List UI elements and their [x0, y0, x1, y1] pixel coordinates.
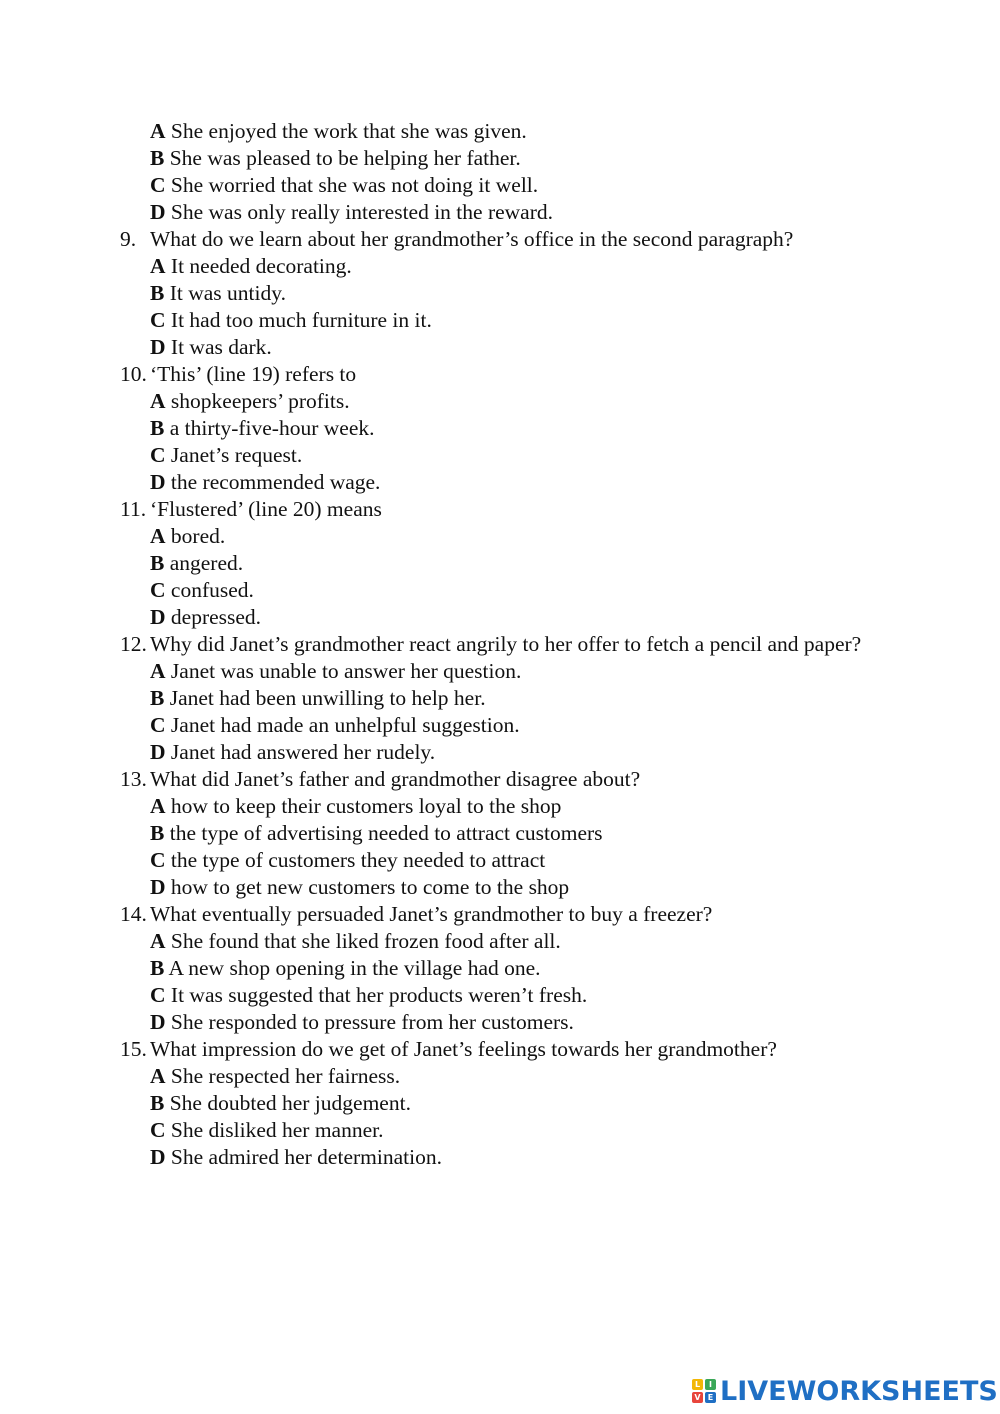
liveworksheets-logo [692, 1374, 998, 1408]
option-row [120, 199, 880, 226]
previous-question-options [120, 118, 880, 226]
question-stem [120, 361, 880, 388]
logo-tile-icon: L [692, 1379, 703, 1390]
option-text: She doubted her judgement. [169, 1091, 411, 1115]
option-text: Janet had answered her rudely. [170, 740, 436, 764]
option-row [120, 982, 880, 1009]
question-10 [120, 361, 880, 496]
option-letter: A [150, 524, 166, 548]
question-stem [120, 1036, 880, 1063]
option-row [120, 712, 880, 739]
option-row [120, 847, 880, 874]
option-row [120, 550, 880, 577]
option-row [120, 658, 880, 685]
option-text: Janet had made an unhelpful suggestion. [170, 713, 520, 737]
option-letter: D [150, 875, 166, 899]
option-row [120, 388, 880, 415]
option-text: It was untidy. [169, 281, 286, 305]
question-9 [120, 226, 880, 361]
option-letter: D [150, 605, 166, 629]
option-text: depressed. [170, 605, 262, 629]
option-row [120, 172, 880, 199]
option-text: the type of customers they needed to attract [170, 848, 546, 872]
question-number: 13. [120, 767, 147, 791]
question-text: What do we learn about her grandmother’s office in the second paragraph? [150, 227, 794, 251]
option-letter: C [150, 983, 166, 1007]
option-letter: A [150, 254, 166, 278]
option-text: Janet’s request. [170, 443, 303, 467]
option-row [120, 469, 880, 496]
option-row [120, 928, 880, 955]
option-text: a thirty-five-hour week. [169, 416, 375, 440]
logo-tile-icon: I [705, 1379, 716, 1390]
question-stem [120, 631, 880, 658]
option-letter: D [150, 335, 166, 359]
option-letter: C [150, 578, 166, 602]
option-letter: B [150, 821, 165, 845]
question-text: What impression do we get of Janet’s feelings towards her grandmother? [150, 1037, 777, 1061]
option-text: It was suggested that her products weren’t fresh. [170, 983, 588, 1007]
option-text: bored. [170, 524, 226, 548]
logo-tile-icon: E [705, 1392, 716, 1403]
logo-tile-icon: V [692, 1392, 703, 1403]
question-stem [120, 901, 880, 928]
option-letter: A [150, 659, 166, 683]
question-text: What eventually persuaded Janet’s grandmother to buy a freezer? [150, 902, 713, 926]
question-number: 10. [120, 362, 147, 386]
option-text: It had too much furniture in it. [170, 308, 432, 332]
option-row [120, 442, 880, 469]
option-letter: C [150, 1118, 166, 1142]
option-letter: C [150, 173, 166, 197]
option-text: the recommended wage. [170, 470, 381, 494]
option-row [120, 280, 880, 307]
question-14 [120, 901, 880, 1036]
option-letter: B [150, 1091, 165, 1115]
option-row [120, 739, 880, 766]
option-row [120, 1144, 880, 1171]
option-text: It needed decorating. [170, 254, 352, 278]
option-text: She was pleased to be helping her father. [169, 146, 521, 170]
option-letter: C [150, 308, 166, 332]
option-letter: D [150, 470, 166, 494]
option-row [120, 307, 880, 334]
option-text: how to keep their customers loyal to the shop [170, 794, 562, 818]
option-row [120, 874, 880, 901]
option-text: She was only really interested in the reward. [170, 200, 554, 224]
question-number: 11. [120, 497, 147, 521]
option-letter: A [150, 119, 166, 143]
option-text: Janet was unable to answer her question. [170, 659, 522, 683]
option-text: She worried that she was not doing it well. [170, 173, 539, 197]
logo-text: LIVEWORKSHEETS [720, 1375, 998, 1407]
question-text: Why did Janet’s grandmother react angrily to her offer to fetch a pencil and paper? [150, 632, 862, 656]
question-number: 12. [120, 632, 147, 656]
option-row [120, 334, 880, 361]
option-text: confused. [170, 578, 254, 602]
question-12 [120, 631, 880, 766]
option-text: She found that she liked frozen food after all. [170, 929, 561, 953]
option-letter: D [150, 1010, 166, 1034]
option-text: She responded to pressure from her customers. [170, 1010, 574, 1034]
option-text: how to get new customers to come to the shop [170, 875, 570, 899]
question-13 [120, 766, 880, 901]
option-text: She admired her determination. [170, 1145, 442, 1169]
option-row [120, 253, 880, 280]
option-letter: A [150, 389, 166, 413]
option-text: It was dark. [170, 335, 272, 359]
option-letter: C [150, 443, 166, 467]
question-text: What did Janet’s father and grandmother disagree about? [150, 767, 641, 791]
question-stem [120, 496, 880, 523]
option-row [120, 955, 880, 982]
option-letter: D [150, 740, 166, 764]
option-letter: A [150, 794, 166, 818]
question-11 [120, 496, 880, 631]
option-text: She respected her fairness. [170, 1064, 401, 1088]
option-letter: B [150, 551, 165, 575]
question-number: 15. [120, 1037, 147, 1061]
option-row [120, 1009, 880, 1036]
question-stem [120, 226, 880, 253]
option-row [120, 685, 880, 712]
option-text: Janet had been unwilling to help her. [169, 686, 486, 710]
option-letter: D [150, 1145, 166, 1169]
option-letter: C [150, 848, 166, 872]
question-text: ‘This’ (line 19) refers to [150, 362, 357, 386]
question-number: 14. [120, 902, 147, 926]
option-text: shopkeepers’ profits. [170, 389, 350, 413]
question-15 [120, 1036, 880, 1171]
option-text: angered. [169, 551, 244, 575]
option-row [120, 793, 880, 820]
option-row [120, 118, 880, 145]
option-letter: B [150, 146, 165, 170]
option-letter: A [150, 929, 166, 953]
option-row [120, 820, 880, 847]
option-letter: B [150, 281, 165, 305]
question-stem [120, 766, 880, 793]
option-letter: C [150, 713, 166, 737]
option-row [120, 1117, 880, 1144]
option-text: the type of advertising needed to attract customers [169, 821, 603, 845]
option-text: A new shop opening in the village had one. [168, 956, 541, 980]
option-row [120, 415, 880, 442]
option-letter: B [150, 956, 165, 980]
option-row [120, 577, 880, 604]
question-text: ‘Flustered’ (line 20) means [150, 497, 382, 521]
option-letter: D [150, 200, 166, 224]
option-row [120, 1063, 880, 1090]
option-letter: B [150, 416, 165, 440]
question-number: 9. [120, 227, 137, 251]
option-text: She enjoyed the work that she was given. [170, 119, 527, 143]
worksheet [120, 118, 880, 1171]
logo-mark-icon [692, 1379, 716, 1403]
option-row [120, 604, 880, 631]
option-letter: A [150, 1064, 166, 1088]
option-row [120, 1090, 880, 1117]
option-text: She disliked her manner. [170, 1118, 384, 1142]
option-letter: B [150, 686, 165, 710]
option-row [120, 145, 880, 172]
option-row [120, 523, 880, 550]
